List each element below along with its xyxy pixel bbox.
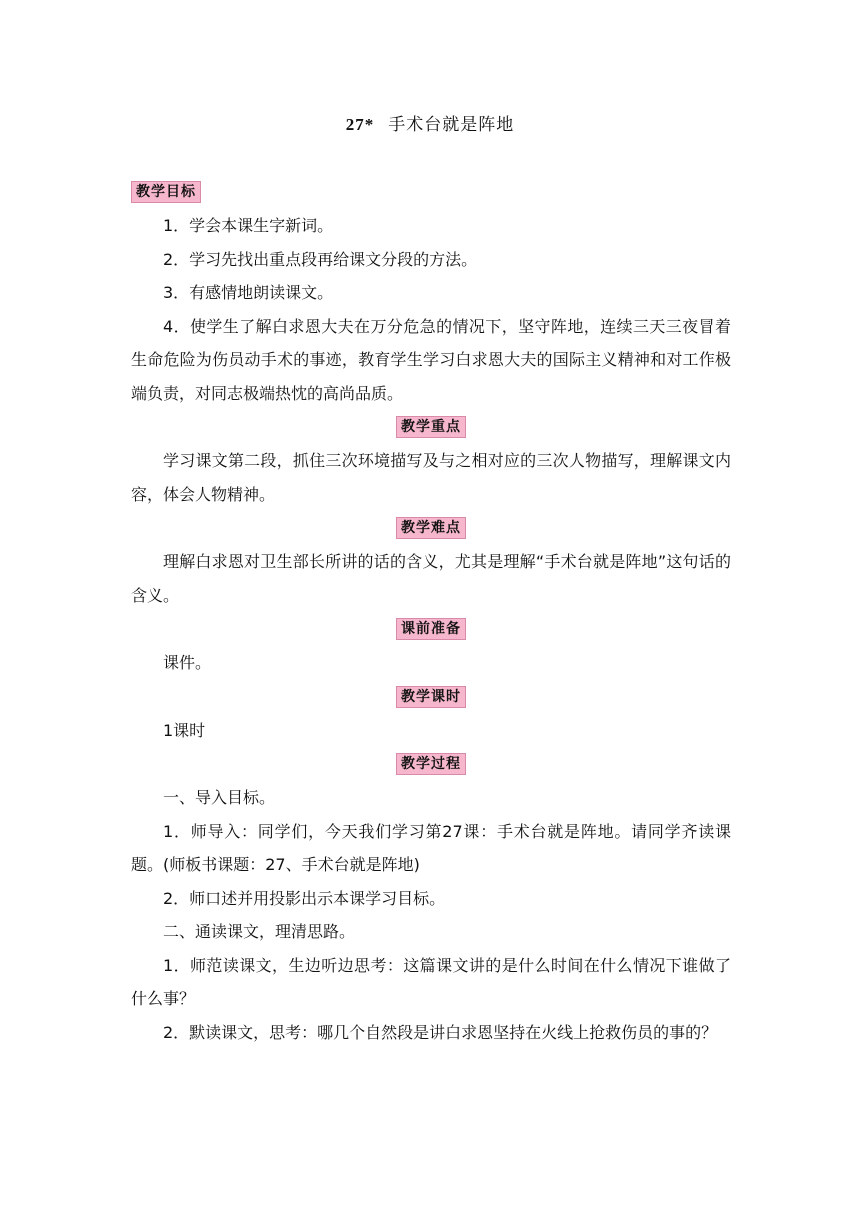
heading-badge: 教学难点 [396, 517, 466, 539]
document-body [131, 175, 731, 1049]
paragraph: 学习课文第二段，抓住三次环境描写及与之相对应的三次人物描写，理解课文内容，体会人物精神。 [131, 451, 731, 504]
paragraph: 一、导入目标。 [163, 788, 276, 807]
paragraph: 4．使学生了解白求恩大夫在万分危急的情况下，坚守阵地，连续三天三夜冒着生命危险为伤员动手术的事迹，教育学生学习白求恩大夫的国际主义精神和对工作极端负责，对同志极端热忱的高尚品质。 [131, 316, 731, 403]
paragraph: 2．学习先找出重点段再给课文分段的方法。 [163, 249, 478, 269]
paragraph: 1．师范读课文，生边听边思考：这篇课文讲的是什么时间在什么情况下谁做了什么事？ [131, 955, 731, 1008]
paragraph: 1．学会本课生字新词。 [163, 216, 334, 235]
section-heading-preparation [131, 612, 731, 646]
heading-badge: 教学课时 [396, 686, 466, 708]
heading-badge: 教学重点 [396, 416, 466, 438]
paragraph: 二、通读课文，理清思路。 [163, 922, 356, 941]
title-number: 27* [345, 115, 375, 134]
page-title [0, 110, 860, 135]
paragraph: 课件。 [163, 653, 212, 672]
paragraph: 理解白求恩对卫生部长所讲的话的含义，尤其是理解“手术台就是阵地”这句话的含义。 [131, 552, 731, 605]
section-heading-process [131, 747, 731, 781]
section-heading-difficulties [131, 511, 731, 545]
section-heading-objectives [131, 175, 731, 209]
paragraph: 1课时 [163, 720, 206, 740]
heading-badge: 课前准备 [396, 618, 466, 640]
heading-badge: 教学目标 [131, 181, 201, 203]
paragraph: 2．师口述并用投影出示本课学习目标。 [163, 888, 446, 908]
paragraph: 2．默读课文，思考：哪几个自然段是讲白求恩坚持在火线上抢救伤员的事的？ [163, 1022, 718, 1042]
paragraph: 1．师导入：同学们，今天我们学习第27课：手术台就是阵地。请同学齐读课题。(师板书课题：27、手术台就是阵地) [131, 821, 731, 874]
section-heading-key-points [131, 410, 731, 444]
section-heading-class-hours [131, 680, 731, 714]
heading-badge: 教学过程 [396, 753, 466, 775]
title-text: 手术台就是阵地 [388, 115, 515, 135]
paragraph: 3．有感情地朗读课文。 [163, 283, 334, 302]
